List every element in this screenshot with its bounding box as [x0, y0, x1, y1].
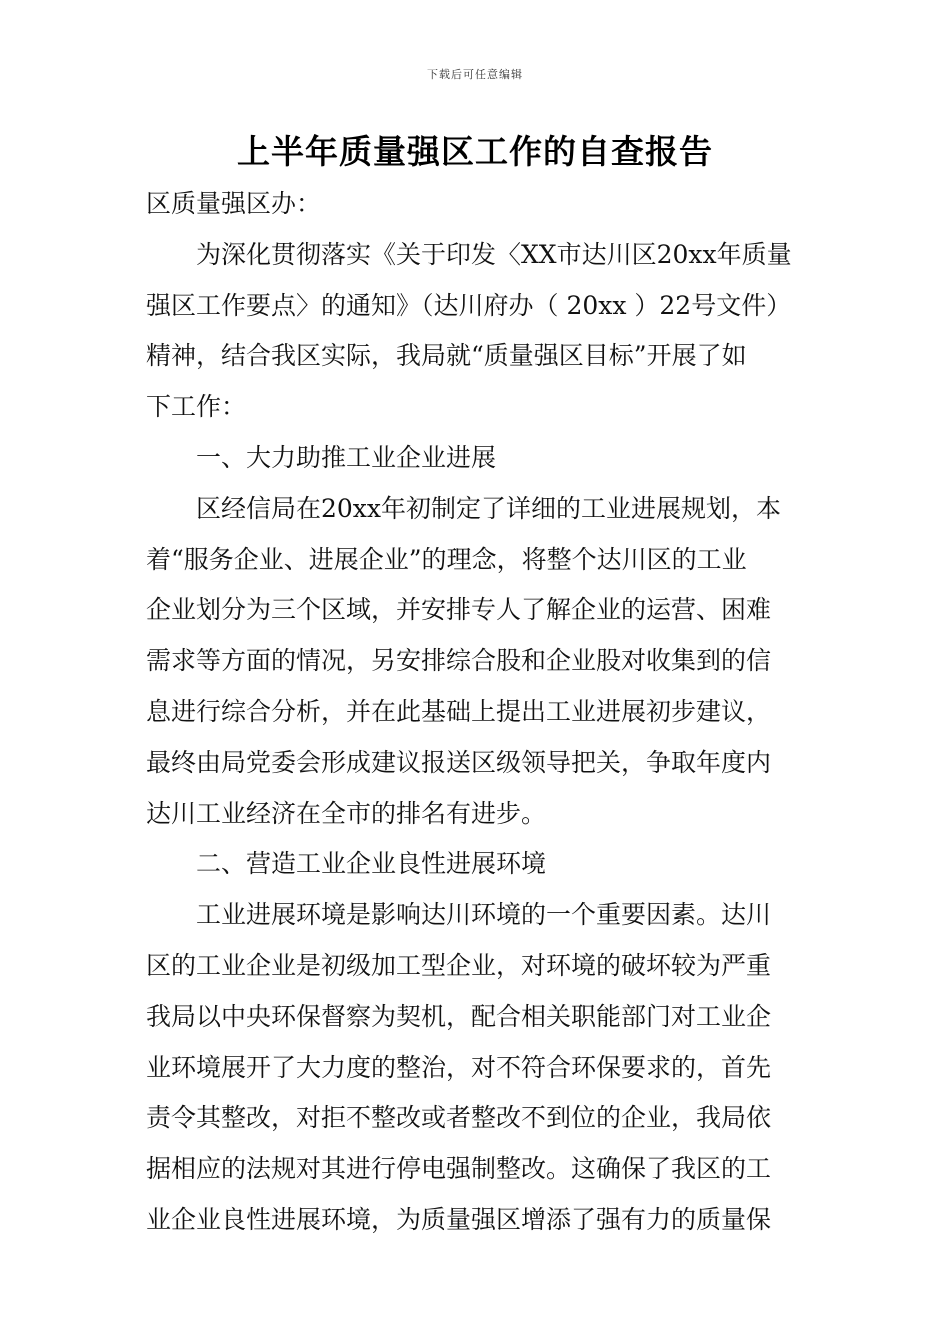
paragraph-line: 责令其整改，对拒不整改或者整改不到位的企业，我局依 [146, 1103, 772, 1133]
section-heading: 二、营造工业企业良性进展环境 [196, 849, 547, 879]
paragraph-line: 精神，结合我区实际，我局就“质量强区目标”开展了如 [146, 341, 747, 371]
paragraph-line: 为深化贯彻落实《关于印发〈XX市达川区20xx年质量 [196, 239, 792, 269]
header-note: 下载后可任意编辑 [427, 68, 523, 81]
document-title: 上半年质量强区工作的自查报告 [237, 132, 713, 171]
paragraph-line: 强区工作要点〉的通知》（达川府办（ 20xx ）22号文件） [146, 290, 792, 320]
paragraph-line: 业企业良性进展环境，为质量强区增添了强有力的质量保 [146, 1204, 772, 1234]
paragraph-line: 区经信局在20xx年初制定了详细的工业进展规划，本 [196, 493, 782, 523]
paragraph-line: 业环境展开了大力度的整治，对不符合环保要求的，首先 [146, 1052, 772, 1082]
section-heading: 一、大力助推工业企业进展 [196, 442, 497, 472]
paragraph-line: 息进行综合分析，并在此基础上提出工业进展初步建议， [146, 696, 772, 726]
paragraph-line: 需求等方面的情况，另安排综合股和企业股对收集到的信 [146, 646, 772, 676]
paragraph-line: 企业划分为三个区域，并安排专人了解企业的运营、困难 [146, 595, 772, 625]
paragraph-line: 着“服务企业、进展企业”的理念，将整个达川区的工业 [146, 544, 747, 574]
paragraph-line: 最终由局党委会形成建议报送区级领导把关，争取年度内 [146, 747, 772, 777]
paragraph-line: 工业进展环境是影响达川环境的一个重要因素。达川 [196, 900, 772, 930]
paragraph-line: 据相应的法规对其进行停电强制整改。这确保了我区的工 [146, 1154, 772, 1184]
paragraph-line: 达川工业经济在全市的排名有进步。 [146, 798, 547, 828]
salutation-line: 区质量强区办： [146, 189, 322, 218]
paragraph-line: 下工作： [146, 392, 247, 422]
paragraph-line: 区的工业企业是初级加工型企业，对环境的破坏较为严重 [146, 950, 772, 980]
document-body [146, 179, 810, 1246]
paragraph-line: 我局以中央环保督察为契机，配合相关职能部门对工业企 [146, 1001, 772, 1031]
